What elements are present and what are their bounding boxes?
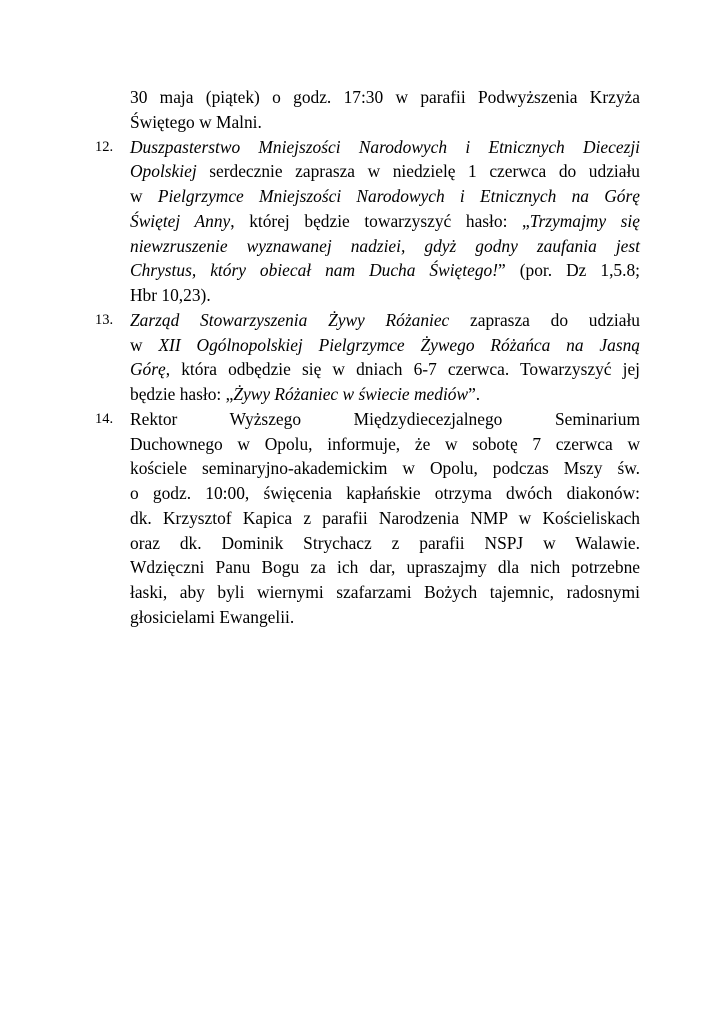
text-run: będzie hasło: „ [130, 384, 234, 404]
item-12-line [95, 135, 640, 160]
item-11-continuation-line [95, 85, 640, 110]
item-13-number: 13. [95, 311, 114, 328]
italic-run: Górę [130, 359, 166, 380]
item-14-line [95, 555, 640, 580]
text-run: , której będzie towarzyszyć hasło: „ [230, 210, 530, 231]
italic-run: Chrystus, który obiecał nam Ducha Świętego! [130, 260, 499, 281]
text-run: Świętego w Malni. [130, 111, 262, 132]
item-13-line [95, 382, 640, 407]
text-run: o godz. 10:00, święcenia kapłańskie otrzyma dwóch diakonów: [130, 483, 640, 503]
item-13-line [95, 357, 640, 382]
text-run: kościele seminaryjno-akademickim w Opolu, podczas Mszy św. [130, 458, 640, 479]
text-run: Rektor Wyższego Międzydiecezjalnego Seminarium [130, 408, 640, 429]
item-14-line [95, 531, 640, 556]
italic-run: Pielgrzymce Mniejszości Narodowych i Etnicznych na Górę [157, 186, 640, 206]
text-run: , która odbędzie się w dniach 6-7 czerwca. Towarzyszyć jej [165, 359, 640, 380]
item-14-line [95, 432, 640, 457]
italic-run: XII Ogólnopolskiej Pielgrzymce Żywego Różańca na Jasną [158, 334, 640, 355]
item-12-line [95, 234, 640, 259]
item-12-number: 12. [95, 138, 114, 155]
item-14-line [95, 580, 640, 605]
item-14-line [95, 506, 640, 531]
text-run: łaski, aby byli wiernymi szafarzami Bożych tajemnic, radosnymi [130, 582, 640, 602]
item-13-line [95, 308, 640, 333]
item-12-line [95, 283, 640, 308]
text-run: w [130, 334, 159, 355]
italic-run: Zarząd Stowarzyszenia Żywy Różaniec [130, 309, 450, 330]
text-run: 30 maja (piątek) o godz. 17:30 w parafii Podwyższenia Krzyża [130, 87, 640, 107]
text-run: oraz dk. Dominik Strychacz z parafii NSPJ w Walawie. [130, 532, 640, 553]
text-run: głosicielami Ewangelii. [130, 606, 295, 627]
text-run: dk. Krzysztof Kapica z parafii Narodzenia NMP w Kościeliskach [130, 507, 640, 528]
item-14-line [95, 605, 640, 630]
text-run: zaprasza do udziału [449, 309, 640, 330]
italic-run: Żywy Różaniec w świecie mediów [233, 384, 469, 404]
item-12-line [95, 258, 640, 283]
item-11-continuation-line [95, 110, 640, 135]
announcement-list [95, 85, 640, 630]
italic-run: Opolskiej [130, 161, 197, 182]
text-run: Duchownego w Opolu, informuje, że w sobotę 7 czerwca w [130, 433, 640, 454]
item-13-line [95, 333, 640, 358]
item-12-line [95, 159, 640, 184]
italic-run: Świętej Anny [130, 210, 231, 231]
item-14-line [95, 456, 640, 481]
text-run: Wdzięczni Panu Bogu za ich dar, upraszajmy dla nich potrzebne [130, 557, 640, 578]
italic-run: Duszpasterstwo Mniejszości Narodowych i Etnicznych Diecezji [130, 136, 640, 157]
text-run: ” (por. Dz 1,5.8; [498, 260, 640, 281]
italic-run: Trzymajmy się [529, 210, 640, 231]
item-12-line [95, 184, 640, 209]
item-14-line [95, 481, 640, 506]
italic-run: niewzruszenie wyznawanej nadziei, gdyż godny zaufania jest [130, 235, 640, 256]
text-run: w [130, 186, 158, 206]
text-run: serdecznie zaprasza w niedzielę 1 czerwca do udziału [196, 161, 640, 182]
text-run: Hbr 10,23). [130, 285, 211, 305]
item-14-number: 14. [95, 410, 114, 427]
item-12-line [95, 209, 640, 234]
item-14-line [95, 407, 640, 432]
text-run: ”. [468, 384, 481, 404]
